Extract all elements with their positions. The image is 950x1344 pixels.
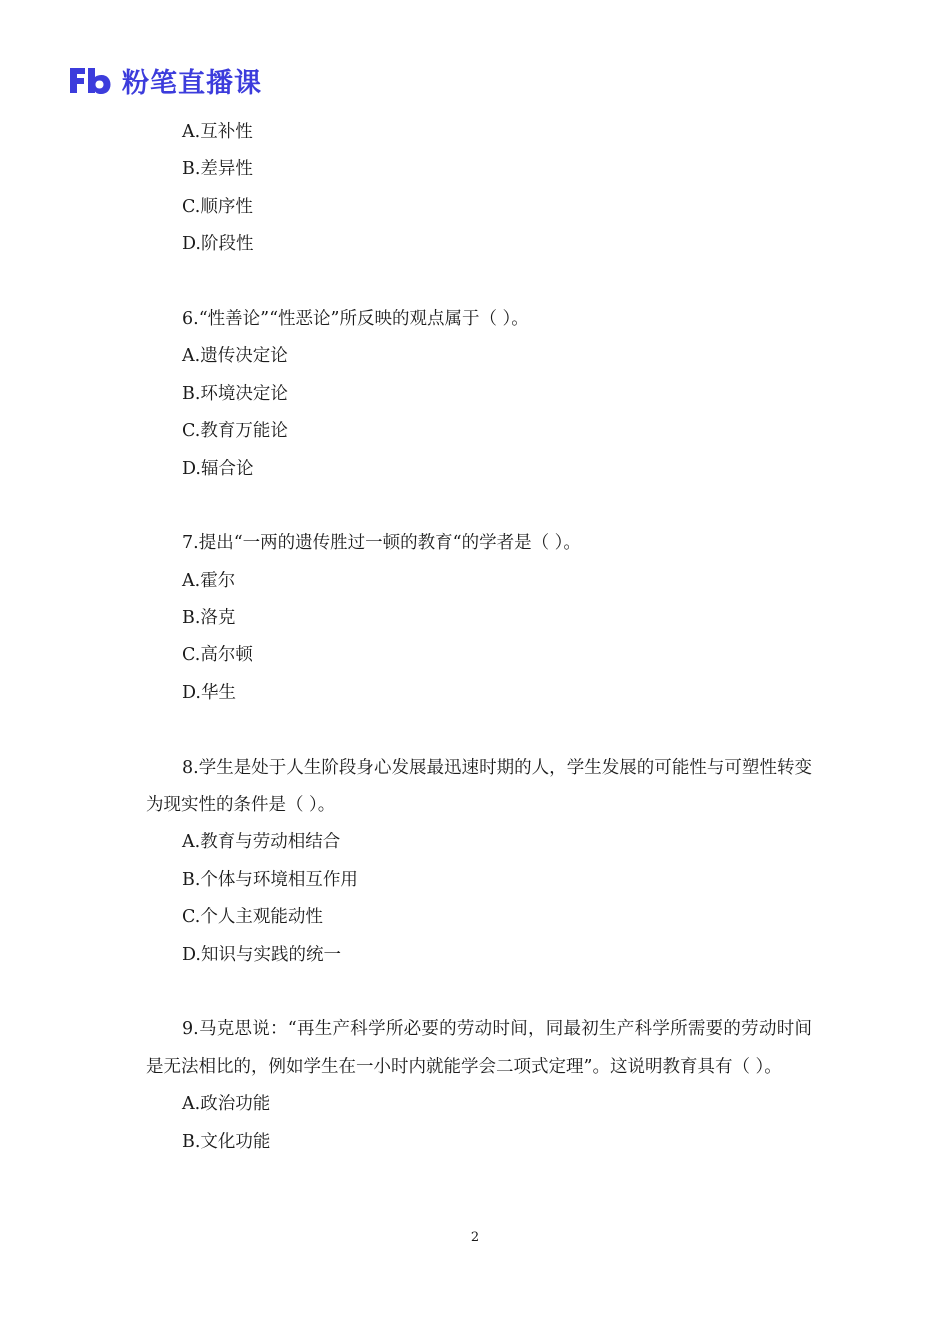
q8-stem: 8.学生是处于人生阶段身心发展最迅速时期的人，学生发展的可能性与可塑性转变为现实性的条件是（ ）。 xyxy=(146,757,812,816)
q8-option-a: A.教育与劳动相结合 xyxy=(182,832,341,853)
q9-option-a: A.政治功能 xyxy=(182,1094,271,1115)
fb-logo-icon xyxy=(68,65,112,95)
q6-option-a: A.遗传决定论 xyxy=(182,346,288,367)
q6-option-d: D.辐合论 xyxy=(182,458,254,479)
spacer xyxy=(146,974,812,1011)
q7-option-c: C.高尔顿 xyxy=(182,645,253,666)
spacer xyxy=(146,712,812,749)
q5-option-c: C.顺序性 xyxy=(182,196,253,217)
q7-option-d: D.华生 xyxy=(182,682,236,703)
question-content xyxy=(146,114,812,1161)
q7-option-b: B.洛克 xyxy=(182,608,236,629)
q8-option-c: C.个人主观能动性 xyxy=(182,907,323,928)
q8-option-d: D.知识与实践的统一 xyxy=(182,944,341,965)
spacer xyxy=(146,488,812,525)
page-number: 2 xyxy=(470,1230,480,1245)
q6-option-c: C.教育万能论 xyxy=(182,421,288,442)
q7-option-a: A.霍尔 xyxy=(182,570,236,591)
q6-stem: 6.“性善论”“性恶论”所反映的观点属于（ ）。 xyxy=(182,308,529,329)
q5-option-d: D.阶段性 xyxy=(182,234,254,255)
q9-stem: 9.马克思说：“再生产科学所必要的劳动时间，同最初生产科学所需要的劳动时间是无法相比的，例如学生在一小时内就能学会二项式定理”。这说明教育具有（ ）。 xyxy=(146,1019,812,1077)
spacer xyxy=(146,264,812,301)
q6-option-b: B.环境决定论 xyxy=(182,383,288,404)
q7-stem: 7.提出“一两的遗传胜过一顿的教育“的学者是（ ）。 xyxy=(182,533,581,554)
logo-text: 粉笔直播课 xyxy=(122,67,262,99)
q5-option-a: A.互补性 xyxy=(182,122,253,142)
q9-option-b: B.文化功能 xyxy=(182,1131,271,1152)
q5-option-b: B.差异性 xyxy=(182,159,253,180)
q8-option-b: B.个体与环境相互作用 xyxy=(182,869,358,890)
brand-logo xyxy=(68,62,262,98)
